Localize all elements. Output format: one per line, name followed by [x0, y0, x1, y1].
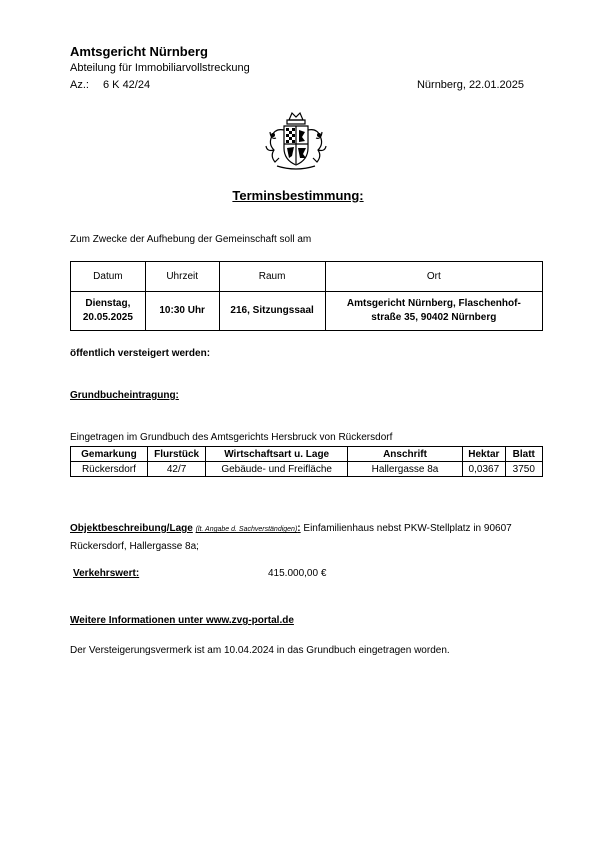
department: Abteilung für Immobiliarvollstreckung: [70, 62, 250, 74]
cell-anschrift: Hallergasse 8a: [347, 462, 462, 477]
header-wirtschaftsart: Wirtschaftsart u. Lage: [206, 447, 347, 462]
ort-line2: straße 35, 90402 Nürnberg: [371, 312, 497, 323]
land-register-header-row: [71, 447, 543, 462]
cell-blatt: 3750: [505, 462, 542, 477]
land-register-intro: Eingetragen im Grundbuch des Amtsgerichts Hersbruck von Rückersdorf: [70, 432, 393, 443]
place-date: Nürnberg, 22.01.2025: [416, 79, 524, 91]
object-description-text: Einfamilienhaus nebst PKW-Stellplatz in 90607 Rückersdorf, Hallergasse 8a;: [70, 523, 512, 552]
cell-wirtschaftsart: Gebäude- und Freifläche: [206, 462, 347, 477]
header-raum: Raum: [219, 262, 325, 292]
header-flurstueck: Flurstück: [147, 447, 206, 462]
object-description-colon: :: [297, 523, 301, 534]
header-uhrzeit: Uhrzeit: [145, 262, 219, 292]
header-datum: Datum: [71, 262, 146, 292]
coat-of-arms-icon: [263, 110, 329, 174]
header-blatt: Blatt: [505, 447, 542, 462]
file-number: 6 K 42/24: [103, 79, 151, 91]
header-hektar: Hektar: [463, 447, 505, 462]
registration-note: Der Versteigerungsvermerk ist am 10.04.2024 in das Grundbuch eingetragen worden.: [70, 645, 450, 656]
document-title: Terminsbestimmung:: [232, 188, 364, 203]
cell-flurstueck: 42/7: [147, 462, 206, 477]
object-description-note: (lt. Angabe d. Sachverständigen): [195, 526, 298, 533]
land-register-table: [70, 446, 543, 477]
appointment-header-row: [71, 262, 543, 292]
header-anschrift: Anschrift: [347, 447, 462, 462]
cell-raum: 216, Sitzungssaal: [219, 292, 325, 331]
header-ort: Ort: [325, 262, 542, 292]
header-gemarkung: Gemarkung: [71, 447, 148, 462]
info-link[interactable]: Weitere Informationen unter www.zvg-portal.de: [70, 615, 294, 626]
court-name: Amtsgericht Nürnberg: [70, 44, 208, 59]
object-description: [70, 520, 544, 555]
ort-line1: Amtsgericht Nürnberg, Flaschenhof-: [346, 298, 521, 309]
cell-ort: [325, 292, 542, 331]
land-register-heading: Grundbucheintragung:: [70, 390, 179, 401]
object-description-label: Objektbeschreibung/Lage: [70, 523, 193, 534]
file-number-label: Az.:: [70, 79, 89, 91]
cell-gemarkung: Rückersdorf: [71, 462, 148, 477]
auction-statement: öffentlich versteigert werden:: [70, 348, 211, 359]
appointment-table: [70, 261, 543, 331]
cell-uhrzeit: 10:30 Uhr: [145, 292, 219, 331]
market-value: 415.000,00 €: [268, 568, 327, 579]
intro-text: Zum Zwecke der Aufhebung der Gemeinschaft soll am: [70, 234, 312, 245]
appointment-data-row: [71, 292, 543, 331]
cell-hektar: 0,0367: [463, 462, 505, 477]
datum-weekday: Dienstag,: [85, 298, 131, 309]
table-row: [71, 462, 543, 477]
datum-date: 20.05.2025: [82, 312, 133, 323]
cell-datum: [71, 292, 146, 331]
market-value-label: Verkehrswert:: [73, 568, 140, 579]
